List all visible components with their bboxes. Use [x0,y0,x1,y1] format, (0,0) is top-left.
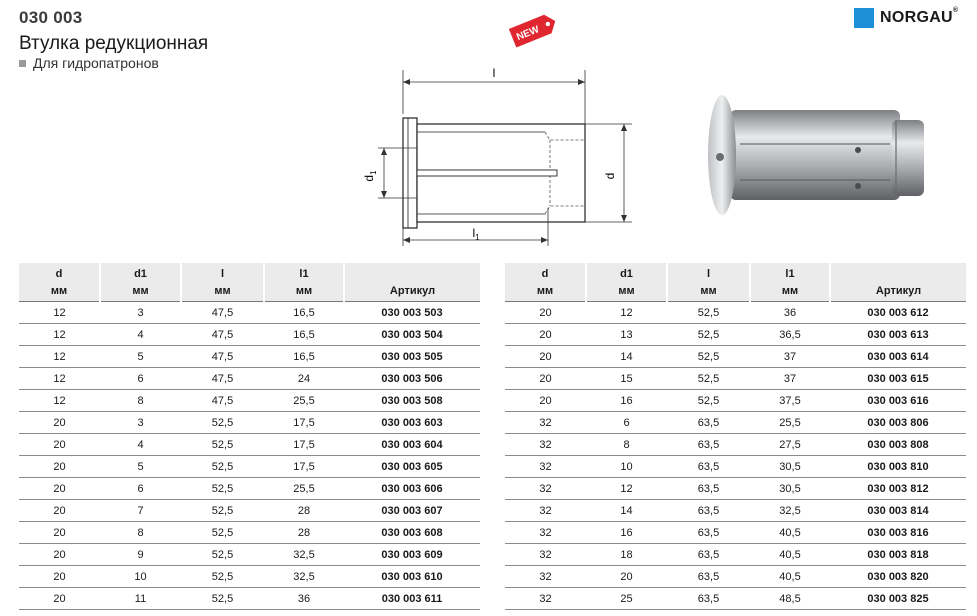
article-cell: 030 003 818 [830,544,966,566]
table-cell: 36,5 [750,324,830,346]
new-badge [505,8,561,48]
article-cell: 030 003 814 [830,500,966,522]
table-cell: 17,5 [264,434,344,456]
table-cell: 52,5 [667,324,750,346]
table-cell: 63,5 [667,500,750,522]
subtitle-text: Для гидропатронов [33,55,159,71]
table-cell: 32,5 [264,566,344,588]
table-row [19,412,480,434]
article-cell: 030 003 613 [830,324,966,346]
bullet-square-icon [19,60,26,67]
table-cell: 52,5 [181,456,264,478]
article-cell: 030 003 612 [830,302,966,324]
table-cell: 63,5 [667,412,750,434]
table-cell: 16,5 [264,302,344,324]
table-cell: 52,5 [667,302,750,324]
article-cell: 030 003 503 [344,302,480,324]
article-cell: 030 003 610 [344,566,480,588]
table-row [19,588,480,610]
table-cell: 8 [586,434,667,456]
table-cell: 32,5 [264,544,344,566]
page-title: Втулка редукционная [19,33,209,54]
table-cell: 6 [586,412,667,434]
table-cell: 7 [100,500,181,522]
table-cell: 20 [505,324,586,346]
table-cell: 12 [19,302,100,324]
table-row [505,412,966,434]
table-cell: 32 [505,544,586,566]
table-row [505,544,966,566]
table-cell: 20 [19,456,100,478]
column-header-name: l [220,268,225,280]
column-header-unit: мм [618,285,635,297]
table-row [19,390,480,412]
table-row [19,456,480,478]
column-header [344,263,480,302]
column-header-unit: мм [700,285,717,297]
table-cell: 25,5 [264,478,344,500]
table-cell: 20 [586,566,667,588]
table-cell: 14 [586,500,667,522]
table-cell: 10 [100,566,181,588]
table-cell: 52,5 [181,522,264,544]
column-header [750,263,830,302]
table-row [19,346,480,368]
table-cell: 20 [19,434,100,456]
table-cell: 17,5 [264,456,344,478]
product-code: 030 003 [19,8,83,27]
table-cell: 12 [19,390,100,412]
new-badge-text: NEW [515,24,541,44]
table-cell: 12 [586,478,667,500]
article-cell: 030 003 606 [344,478,480,500]
article-cell: 030 003 615 [830,368,966,390]
table-cell: 63,5 [667,566,750,588]
table-cell: 32 [505,522,586,544]
article-cell: 030 003 816 [830,522,966,544]
column-header [505,263,586,302]
table-cell: 52,5 [181,544,264,566]
table-cell: 20 [19,588,100,610]
table-row [505,390,966,412]
table-cell: 28 [264,500,344,522]
article-cell: 030 003 504 [344,324,480,346]
article-cell: 030 003 812 [830,478,966,500]
table-cell: 25 [586,588,667,610]
table-cell: 6 [100,478,181,500]
table-row [505,368,966,390]
table-cell: 32 [505,588,586,610]
table-cell: 20 [505,302,586,324]
table-cell: 24 [264,368,344,390]
table-cell: 20 [19,500,100,522]
column-header-unit: мм [50,285,68,297]
dimension-label-d1 [362,170,378,182]
table-cell: 47,5 [181,368,264,390]
sleeve-cylinder [730,110,900,200]
table-row [505,566,966,588]
table-cell: 47,5 [181,324,264,346]
column-header [667,263,750,302]
column-header [586,263,667,302]
table-row [505,456,966,478]
table-cell: 20 [19,412,100,434]
column-header [100,263,181,302]
table-cell: 40,5 [750,544,830,566]
table-cell: 11 [100,588,181,610]
article-cell: 030 003 611 [344,588,480,610]
column-header-name: l [706,268,711,280]
column-header [830,263,966,302]
dimension-label-d1-sub: 1 [369,170,378,175]
table-cell: 8 [100,390,181,412]
article-cell: 030 003 808 [830,434,966,456]
table-row [505,434,966,456]
table-row [19,500,480,522]
table-cell: 40,5 [750,566,830,588]
table-cell: 17,5 [264,412,344,434]
article-cell: 030 003 605 [344,456,480,478]
table-cell: 5 [100,346,181,368]
table-row [19,544,480,566]
table-cell: 63,5 [667,544,750,566]
column-header-name: d [541,268,549,280]
table-cell: 36 [264,588,344,610]
table-cell: 16 [586,390,667,412]
article-cell: 030 003 806 [830,412,966,434]
table-cell: 63,5 [667,588,750,610]
column-header-name: d1 [620,268,633,280]
table-cell: 47,5 [181,390,264,412]
table-cell: 3 [100,302,181,324]
table-cell: 52,5 [667,368,750,390]
dimension-label-d: d [603,172,617,180]
table-row [505,346,966,368]
table-cell: 20 [505,390,586,412]
product-photo [700,92,930,222]
table-cell: 63,5 [667,456,750,478]
table-cell: 10 [586,456,667,478]
article-cell: 030 003 616 [830,390,966,412]
table-cell: 52,5 [667,346,750,368]
table-cell: 32 [505,566,586,588]
table-cell: 16,5 [264,346,344,368]
column-header-unit: мм [132,285,149,297]
table-cell: 20 [19,478,100,500]
table-cell: 4 [100,434,181,456]
table-cell: 8 [100,522,181,544]
table-cell: 25,5 [264,390,344,412]
table-cell: 18 [586,544,667,566]
article-cell: 030 003 604 [344,434,480,456]
table-cell: 15 [586,368,667,390]
column-header [19,263,100,302]
table-cell: 36 [750,302,830,324]
column-header-name: d1 [134,268,147,280]
table-row [19,302,480,324]
article-cell: 030 003 603 [344,412,480,434]
brand-square-icon [854,8,874,28]
article-cell: 030 003 506 [344,368,480,390]
table-row [505,500,966,522]
table-cell: 3 [100,412,181,434]
table-row [19,566,480,588]
column-header-name: Артикул [875,285,922,297]
table-cell: 16 [586,522,667,544]
table-cell: 32 [505,434,586,456]
table-cell: 28 [264,522,344,544]
table-cell: 37 [750,368,830,390]
table-cell: 20 [19,566,100,588]
table-cell: 32 [505,456,586,478]
table-cell: 37,5 [750,390,830,412]
table-cell: 25,5 [750,412,830,434]
dimension-label-d1-main: d [362,174,376,182]
article-cell: 030 003 825 [830,588,966,610]
column-header-name: d [55,268,63,280]
table-cell: 47,5 [181,346,264,368]
dimension-label-l: l [492,66,496,80]
table-cell: 52,5 [667,390,750,412]
page-subtitle [19,55,159,71]
column-header-name: Артикул [389,285,436,297]
table-cell: 6 [100,368,181,390]
brand-name-wrap [880,9,958,27]
brand-logo [854,7,958,29]
article-cell: 030 003 505 [344,346,480,368]
column-header [264,263,344,302]
column-header-name: l1 [785,268,795,280]
dimension-label-l1 [472,226,480,242]
table-cell: 12 [586,302,667,324]
column-header [181,263,264,302]
table-row [505,302,966,324]
table-cell: 27,5 [750,434,830,456]
table-cell: 30,5 [750,456,830,478]
table-cell: 32 [505,500,586,522]
article-cell: 030 003 609 [344,544,480,566]
table-cell: 32 [505,478,586,500]
table-cell: 5 [100,456,181,478]
table-cell: 14 [586,346,667,368]
table-cell: 40,5 [750,522,830,544]
column-header-name: l1 [299,268,309,280]
table-cell: 32,5 [750,500,830,522]
table-cell: 30,5 [750,478,830,500]
table-cell: 20 [19,544,100,566]
table-cell: 63,5 [667,522,750,544]
table-cell: 63,5 [667,434,750,456]
table-cell: 52,5 [181,588,264,610]
brand-registered-mark: ® [952,7,959,14]
column-header-unit: мм [295,285,313,297]
table-header-row [19,263,480,302]
column-header-unit: мм [214,285,231,297]
article-cell: 030 003 810 [830,456,966,478]
table-cell: 48,5 [750,588,830,610]
table-row [19,434,480,456]
table-cell: 4 [100,324,181,346]
table-cell: 37 [750,346,830,368]
table-row [505,324,966,346]
table-cell: 63,5 [667,478,750,500]
article-cell: 030 003 608 [344,522,480,544]
article-cell: 030 003 614 [830,346,966,368]
column-header-unit: мм [536,285,554,297]
dimension-label-l1-main: l [472,226,476,240]
column-header-unit: мм [781,285,799,297]
spec-table-right [505,263,966,610]
table-row [505,588,966,610]
table-cell: 52,5 [181,500,264,522]
table-row [19,522,480,544]
article-cell: 030 003 508 [344,390,480,412]
table-row [505,522,966,544]
table-cell: 20 [505,346,586,368]
table-cell: 32 [505,412,586,434]
table-cell: 20 [19,522,100,544]
technical-drawing [360,62,640,252]
table-cell: 12 [19,368,100,390]
table-cell: 47,5 [181,302,264,324]
table-cell: 52,5 [181,412,264,434]
table-header-row [505,263,966,302]
dimension-label-l1-sub: 1 [475,233,480,242]
brand-name: NORGAU [880,9,953,26]
table-cell: 52,5 [181,478,264,500]
table-cell: 16,5 [264,324,344,346]
article-cell: 030 003 607 [344,500,480,522]
table-row [19,478,480,500]
table-cell: 52,5 [181,434,264,456]
article-cell: 030 003 820 [830,566,966,588]
table-cell: 52,5 [181,566,264,588]
table-cell: 9 [100,544,181,566]
table-cell: 12 [19,346,100,368]
table-row [505,478,966,500]
table-cell: 20 [505,368,586,390]
table-row [19,324,480,346]
table-cell: 13 [586,324,667,346]
table-row [19,368,480,390]
table-cell: 12 [19,324,100,346]
spec-table-left [19,263,480,610]
